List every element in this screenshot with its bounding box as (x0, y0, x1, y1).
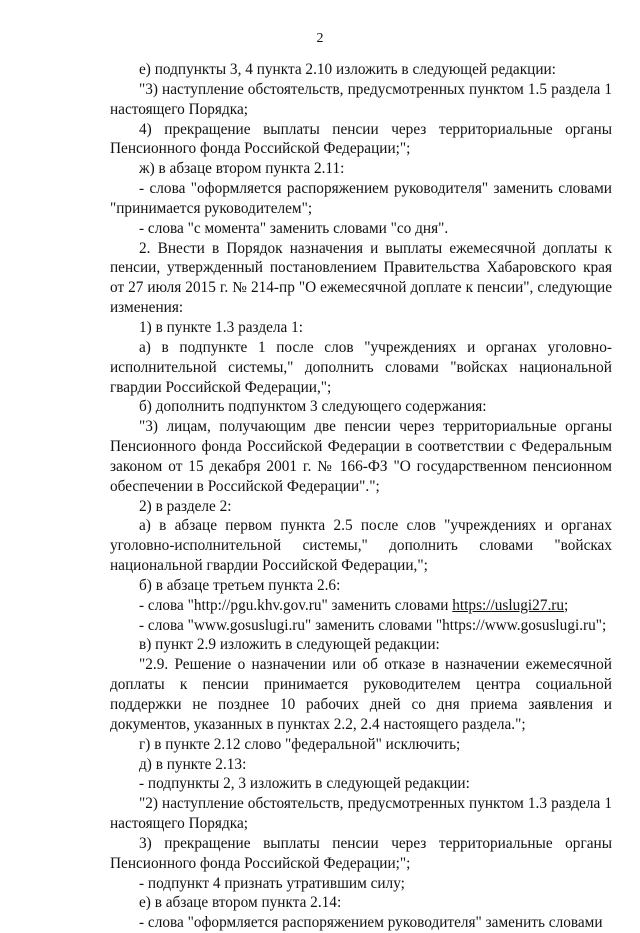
paragraph: ж) в абзаце втором пункта 2.11: (139, 160, 345, 178)
paragraph: е) подпункты 3, 4 пункта 2.10 изложить в следующей редакции: (139, 61, 556, 78)
paragraph: - слова "с момента" заменить словами "со дня". (139, 219, 449, 237)
paragraph: е) в абзаце втором пункта 2.14: (139, 894, 342, 912)
paragraph: в) пункт 2.9 изложить в следующей редакции: (139, 636, 440, 654)
paragraph: "3) наступление обстоятельств, предусмотренных пунктом 1.5 раздела 1 настоящего Порядка; (110, 80, 612, 118)
paragraph: 2. Внести в Порядок назначения и выплаты ежемесячной доплаты к пенсии, утвержденный постановлением Правительства Хабаровского края от 27 июля 2015 г. № 214-пр "О ежемесячной доплате к пенсии", следующие изменения: (110, 239, 612, 317)
uslugi27-link[interactable]: https://uslugi27.ru (452, 596, 565, 614)
paragraph: б) в абзаце третьем пункта 2.6: (139, 576, 341, 594)
paragraph: а) в подпункте 1 после слов "учреждениях и органах уголовно-исполнительной системы," дополнить словами "войсках национальной гвардии Российской Федерации,"; (110, 338, 612, 396)
paragraph: - слова "оформляется распоряжением руководителя" заменить словами "принимается руководителем"; (110, 180, 612, 217)
link-para-after: ; (564, 596, 569, 614)
paragraph: 3) прекращение выплаты пенсии через территориальные органы Пенсионного фонда Российской Федерации;"; (110, 834, 612, 872)
paragraph: - слова "www.gosuslugi.ru" заменить словами "https://www.gosuslugi.ru"; (139, 616, 607, 634)
paragraph: - подпункты 2, 3 изложить в следующей редакции: (139, 775, 470, 793)
paragraph: "3) лицам, получающим две пенсии через территориальные органы Пенсионного фонда Российской Федерации в соответствии с Федеральным законом от 15 декабря 2001 г. № 166-ФЗ "О государственном пенсионном обеспечении в Российской Федерации"."; (110, 418, 612, 495)
paragraph: б) дополнить подпунктом 3 следующего содержания: (139, 398, 487, 416)
link-para-before: - слова "http://pgu.khv.gov.ru" заменить словами (139, 596, 453, 614)
paragraph: - слова "оформляется распоряжением руководителя" заменить словами (139, 914, 603, 932)
paragraph: д) в пункте 2.13: (139, 755, 247, 773)
paragraph: а) в абзаце первом пункта 2.5 после слов "учреждениях и органах уголовно-исполнительной системы," дополнить словами "войсках национальной гвардии Российской Федерации,"; (110, 517, 612, 575)
page-number: 2 (316, 31, 324, 46)
paragraph: "2) наступление обстоятельств, предусмотренных пунктом 1.3 раздела 1 настоящего Порядка; (110, 795, 612, 833)
paragraph: 4) прекращение выплаты пенсии через территориальные органы Пенсионного фонда Российской Федерации;"; (110, 120, 612, 158)
paragraph-with-link (110, 596, 612, 616)
paragraph: 2) в разделе 2: (139, 497, 232, 515)
paragraph: 1) в пункте 1.3 раздела 1: (139, 318, 304, 336)
paragraph: "2.9. Решение о назначении или об отказе в назначении ежемесячной доплаты к пенсии принимается руководителем центра социальной поддержки не позднее 10 рабочих дней со дня приема заявления и документов, указанных в пунктах 2.2, 2.4 настоящего раздела."; (110, 656, 612, 733)
paragraph: г) в пункте 2.12 слово "федеральной" исключить; (139, 735, 461, 753)
document-body (110, 60, 612, 933)
paragraph: - подпункт 4 признать утратившим силу; (139, 874, 405, 892)
